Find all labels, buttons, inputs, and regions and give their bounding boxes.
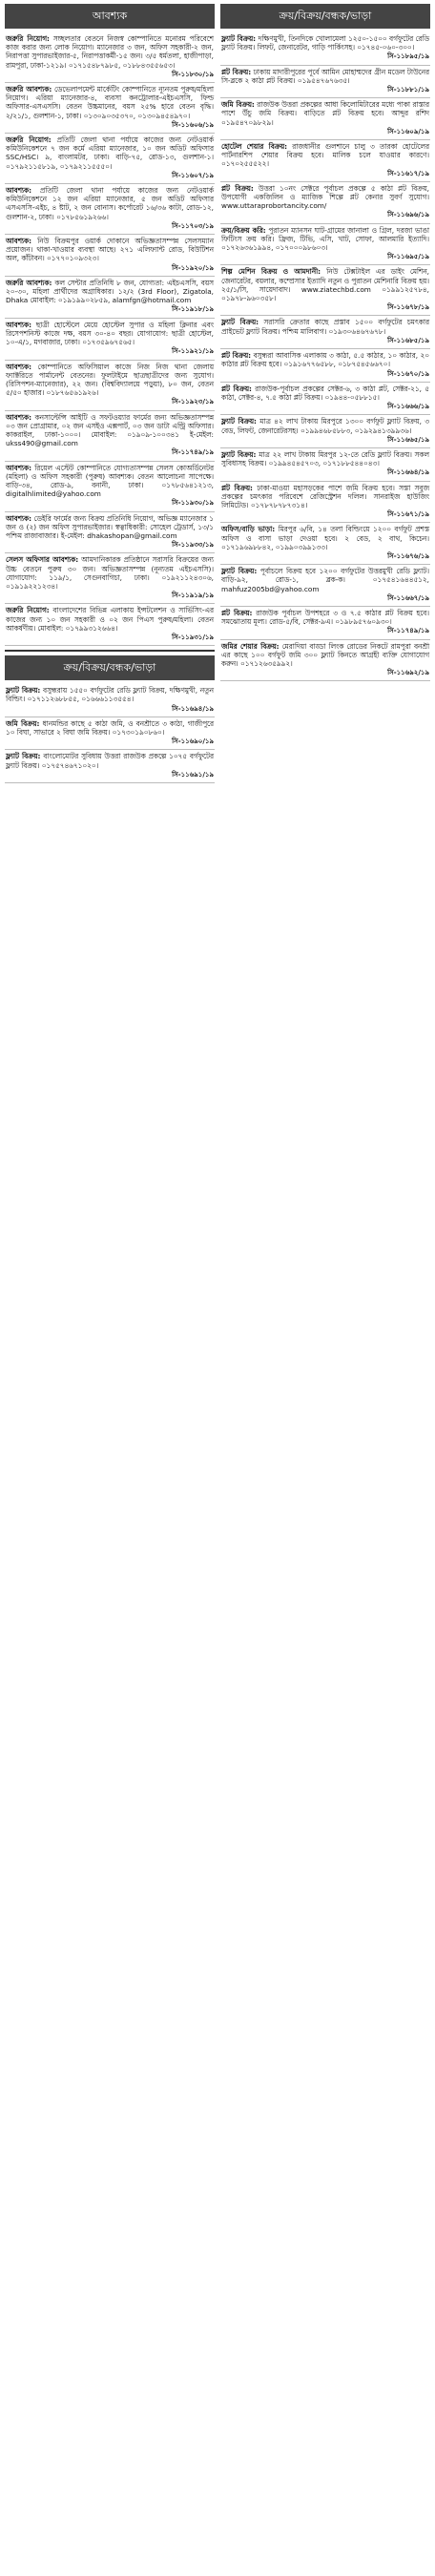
classified-ad (5, 750, 215, 783)
classified-ad (220, 265, 430, 316)
ad-text: প্রতিটি জেলা থানা পর্যায়ে কাজের জন্য নেটওয়ার্ক কমিউনিকেশনে ৭ জন কর্মে এরিয়া ম্যানেজার, ১০ জন অডিট অফিসার SSC/HSC। ৯, বাংলামটর, ঢাকা। বাড়ি-৭৫, রোড-১৩, গুলশান-১। ০১৭৯২১১৫৮১৯, ০১৭৯২১১৫৫৫০। (6, 135, 215, 171)
ad-text: রাজউক উত্তরা প্রকল্পের আধা কিলোমিটারের মধ্যে পাকা রাস্তার পাশে উঁচু জমি বিক্রয়। বাড়িতে প্লট বিক্রয় হবে। আব্দুর রশিদ ০১৯৫৪৭০৯৮২৯। (221, 100, 429, 127)
ad-code: সি-১১৬৮৫/১৯ (387, 336, 429, 344)
ad-code: সি-১১৬০৯/১৯ (387, 127, 429, 135)
ad-text: উত্তরা ১০নং সেক্টরে পূর্বাচল প্রকল্পে ৫ কাঠা প্লট বিক্রয়, উপযোগী একজিলিন ও ম্যাজিক শিল্পে প্লট কেনার সুবর্ণ সুযোগ। www.uttaraprobortancity.com/ (221, 183, 430, 211)
ad-keyword: প্লট বিক্রয়: (221, 351, 252, 361)
ad-code: সি-১১৬৯৬/১৯ (387, 211, 429, 219)
classified-ad (220, 98, 430, 140)
classified-ad (5, 184, 215, 235)
classified-ad (5, 462, 215, 512)
ad-keyword: জমি বিক্রয়: (221, 100, 255, 110)
right-column (220, 4, 430, 2572)
classified-ad (220, 523, 430, 565)
ad-text: বাংলাদেশের বিভিন্ন এলাকায় ইন্সটলেশন ও সার্ভিসিং-এর কাজের জন্য ১০ জন সহকারী ও ০২ জন পিএস পুরুষ/মহিলা। বেতন আকর্ষণীয়। মোবাইল: ০১৭৯৯৩১২৬৬৪। (6, 606, 214, 633)
ad-code: সি-১১৭০৩/১৯ (172, 221, 214, 230)
ad-text: বসুন্ধরা আবাসিক এলাকায় ৩ কাঠা, ৫.৫ কাঠার, ১০ কাঠার, ২০ কাঠার প্লট বিক্রয় হবে। ০১৯১৬৭৭৬৫৮৮, ০১৮৭৫৪৫৬৬৭০। (221, 351, 429, 369)
ad-keyword: প্লট বিক্রয়: (221, 67, 252, 76)
classified-ad (220, 640, 430, 682)
ad-code: সি-১১৬৯০/১৯ (172, 737, 214, 746)
ad-code: সি-১১৬৭৮/১৯ (387, 303, 429, 312)
ad-keyword: আবশ্যক: (6, 237, 32, 246)
classified-ad (5, 512, 215, 554)
classified-ad (5, 411, 215, 462)
classified-ad (5, 134, 215, 184)
ad-text: মিরপুর ৬/বি, ১৪ তলা বিল্ডিংয়ে ১২০০ বর্গফুট প্রশস্ত অফিস ও বাসা ভাড়া দেওয়া হবে। ২ বেড, ২ বাথ, কিচেন। ০১৭১৯৬৯৮৮৪২, ০১৯৯০৩৯৯১৩৩। (221, 525, 430, 551)
ad-keyword: জরুরি আবশ্যক: (6, 278, 52, 287)
ad-code: সি-১১৭৪৯/১৯ (172, 448, 214, 457)
ad-keyword: ফ্ল্যাট বিক্রয়: (221, 318, 259, 327)
ad-text: রাজধানীর গুলশানে চালু ৩ তারকা হোটেলের পার্টনারশিপ শেয়ার বিক্রয় হবে। মালিক চলে যাওয়ার কারণে। ০১৭০২৫৫৫২২। (221, 142, 429, 169)
ad-keyword: ফ্ল্যাট বিক্রয়: (221, 567, 258, 576)
classified-ad (5, 319, 215, 361)
classified-ad (5, 277, 215, 319)
ad-text: পূর্বাচলে বিক্রয় হবে ১২০০ বর্গফুটের উত্তরমুখী রেডি ফ্ল্যাট। বাড়ি-৯২, রোড-১, ব্লক-ক। ০১৭৫৪১৬৪৪৫১২, mahfuz2005bd@yahoo.com (221, 567, 429, 593)
ad-keyword: ক্রয়/বিক্রয় করি: (221, 225, 266, 235)
classified-ad (5, 235, 215, 277)
ad-code: সি-১১৬৯৪/১৯ (172, 704, 214, 713)
ad-keyword: জরুরি নিয়োগ: (6, 135, 52, 145)
ad-keyword: প্লট বিক্রয়: (221, 183, 254, 193)
ad-text: ডেভেলাপমেন্ট মার্কেটিং কোম্পানিতে ন্যূনতম পুরুষ/মহিলা নিয়োগ। এরিয়া ম্যানেজার-৪, ব্যবসা কনট্রোলার-এইচএসসি, ফিল্ড অফিসার-এসএসসি। বেতন উচ্চমানের, বয়স ২৫% হারে বেতন বৃদ্ধি। ২/২১/১, গুলশান-১, ঢাকা। ০১৩০৯০৩৫৩৭০, ০১৩০৯৪৫৪৯৭০। (6, 85, 214, 120)
ad-text: বাংলোমোটর সুবিধায় উত্তরা রাজউক প্রকল্পে ১০৭৫ বর্গফুটের ফ্ল্যাট বিক্রয়। ০১৭৫৭৪৬৭১০২০। (6, 752, 214, 770)
classified-ad (220, 182, 430, 224)
ad-text: দক্ষিণমুখী, তিনদিকে খোলামেলা ১২৫০-১৫০০ বর্গফুটের রেডি ফ্ল্যাট বিক্রয়। লিফট, জেনারেটর, গাড়ি পার্কিংসহ। ০১৭৪৫-০৬০-৩০০। (221, 34, 429, 52)
left-column (5, 4, 215, 2572)
ad-keyword: আবশ্যক: (6, 362, 32, 371)
classified-ad (220, 140, 430, 182)
ad-keyword: ফ্ল্যাট বিক্রয়: (6, 752, 41, 761)
ad-code: সি-১১৬৭৬/১৯ (387, 551, 429, 560)
ad-text: সচ্ছলতার বেতনে নিজস্ব কোম্পানিতে মনোরম পরিবেশে কাজ করার জন্য লোক নিয়োগ। ম্যানেজার ৩ জন, অফিস সহকারী-২ জন, নিরাপত্তা সুপারভাইজার-৫, নিরাপত্তাকর্মী-১৫ জন। ৩/৫ ধর্মতলা, হাজীপাড়া, রামপুরা, ঢাকা-১২১৯। ০১৭১৫৪৮৭৯৮৫, ০১৮৮৪৩৫৫৬৫৩। (6, 34, 214, 70)
ad-keyword: জরুরি নিয়োগ: (6, 606, 50, 615)
section-header-buy-sell: ক্রয়/বিক্রয়/বন্ধক/ভাড়া (5, 655, 215, 680)
ad-keyword: আবশ্যক: (6, 412, 32, 422)
ad-text: ঢাকা-মাওয়া মহাসড়কের পাশে জমি বিক্রয় হবে। সস্তা সবুজ প্রকল্পের চমৎকার পরিবেশে রেজিস্ট্রেশন দলিল। সানরাইজ হাউজিং লিমিটেড। ০১৭৮৭৮৭৮৭৩১৪। (221, 483, 429, 509)
classified-ad (220, 224, 430, 266)
ad-keyword: অফিস/বাড়ি ভাড়া: (221, 525, 276, 534)
ad-keyword: সেলস অফিসার আবশ্যক: (6, 555, 79, 565)
classified-ad (220, 565, 430, 607)
ad-keyword: জরুরি আবশ্যক: (6, 85, 52, 94)
ad-text: ঢাকায় মাদারীপুরের পূর্বে আমিন মোহাম্মদের গ্রীন মডেল টাউনের সি-ব্লকে ২ কাঠা প্লট বিক্রয়। ০১৯৫৪৭৬৭৬৩৫। (221, 67, 429, 85)
classified-ad (220, 349, 430, 383)
classified-ad (5, 83, 215, 134)
ad-keyword: আবশ্যক: (6, 463, 32, 472)
ad-text: পুরাতন ম্যানসন ঘাট-গ্রামের জানালা ও গ্রিল, দরজা ভাঙা ফিটিংস ক্রয় করি। ফ্রিজ, টিভি, এসি, খাট, সোফা, আলমারি ইত্যাদি। ০১৭২৬৩৬১৯৯৪, ০১৭০০০৯৮৬০৩। (221, 225, 429, 253)
ad-code: সি-১১৯৩০/১৯ (172, 499, 214, 508)
column-filler (5, 783, 215, 2572)
ad-code: সি-১১৬৯২/১৯ (387, 669, 429, 677)
ad-keyword: আবশ্যক: (6, 320, 32, 329)
ad-keyword: প্লট বিক্রয়: (221, 483, 253, 492)
ad-code: সি-১১৯৩৩/১৯ (172, 541, 214, 550)
column-filler (220, 681, 430, 2572)
ad-text: ছাত্রী হোস্টেলে মেয়ে হোস্টেল সুপার ও মহিলা ক্লিনার এবং রিসেপশনিস্ট কাজে দক্ষ, বয়স ৩০-৪০ বছর। যোগাযোগ: ছাত্রী হোস্টেল, ১০-এ/১, মগবাজার, ঢাকা। ০১৭৩৫৯৬৭৫৬৫। (6, 320, 214, 347)
ad-code: সি-১১৬৬৭/১৯ (387, 593, 429, 602)
ad-code: সি-১১৭৪৯/১৯ (387, 627, 429, 635)
classified-ad (220, 482, 430, 524)
ad-text: আমদানিকারক প্রতিষ্ঠানে সরাসরি বিক্রয়ের জন্য উচ্চ বেতনে পুরুষ ৩০ জন। অভিজ্ঞতাসম্পন্ন (নূন্যতম এইচএসসি)। যোগাযোগ: ১১৯/১, সেগুনবাগিচা, ঢাকা। ০১৯২১১২৪৩০৬, ০১৯১৯২২১২৩৪। (6, 555, 214, 591)
ad-text: নিউ বিক্রমপুর ওয়ার্ক দোকানে অভিজ্ঞতাসম্পন্ন সেলসম্যান প্রয়োজন। থাকা-খাওয়ার ব্যবস্থা আছে। ২৭১ এলিফ্যান্ট রোড, বিউটিশন অল, কাঁটাবন। ০১৭৭০১০৯৩২৩। (6, 237, 214, 263)
ad-code: সি-১১৬০৭/১৯ (172, 171, 214, 179)
classified-ad (220, 32, 430, 66)
section-divider (5, 650, 215, 652)
buy-sell-ads-list-right (220, 32, 430, 681)
ad-code: সি-১১৮৯৫/১৯ (387, 52, 429, 61)
ad-text: রাজউক পূর্বাচল উপশহরে ৩ ও ৭.৫ কাঠার প্লট বিক্রয় হবে। সমঝোতায় মূল্য। রোড-৫/বি, সেক্টর-৯এ। ০১৯৮৯৫৭৬০৯৩০। (221, 608, 429, 627)
ad-keyword: প্লট বিক্রয়: (221, 384, 252, 393)
ad-keyword: ফ্ল্যাট বিক্রয়: (221, 34, 257, 43)
classified-ad (220, 415, 430, 448)
ad-code: সি-১১৬০৬/১৯ (172, 120, 214, 129)
ad-code: সি-১১৬৬৫/১৯ (387, 435, 429, 444)
classified-ad (5, 684, 215, 717)
ad-keyword: আবশ্যক: (6, 513, 32, 523)
classified-ad (5, 717, 215, 751)
ad-text: প্রতিটি জেলা থানা পর্যায়ে কাজের জন্য নেটওয়ার্ক কমিউনিকেশনে ১২ জন এরিয়া ম্যানেজার, ৫ জন অডিট অফিসার এসএসসি-এইচ, ৪ ষ্টাট, ২ জন বোনাস। কর্পোরেট ১৬/৩৬ কাটা, রোড-১২, গুলশান-২, ঢাকা। ০১৭৮৫৬১৯২৬৬। (6, 186, 214, 221)
classified-ad (5, 32, 215, 83)
buy-sell-ads-list-left (5, 684, 215, 783)
ad-keyword: জমির শেয়ার বিক্রয়: (221, 641, 280, 651)
ad-keyword: হোটেল শেয়ার বিক্রয়: (221, 142, 288, 152)
ad-keyword: প্লট বিক্রয়: (221, 608, 253, 617)
classified-ad (5, 361, 215, 411)
ad-code: সি-১১৬৯১/১৯ (172, 770, 214, 779)
ad-text: ডেইরি ফার্মের জন্য বিক্রয় প্রতিনিধি নিয়োগ, অভিজ্ঞ ম্যানেজার ১ জন ও (২) জন অফিস সুপারভাইজার। স্বত্বাধিকারী: সোহেল ট্রেডার্স, ১৩/১ পশ্চিম রাজাবাজার। ই-মেইল: dhakashopan@gmail.com (6, 513, 214, 540)
classified-ad (220, 383, 430, 416)
classified-ad (220, 316, 430, 349)
ad-text: কোম্পানিতে অফিসিয়াল কাজে নিজ নিজ থানা জেলায় ফ্যাক্টরিতে পার্মানেন্ট বেতনের। ফুলটাইমে ছাত্রছাত্রীদের জন্য সুযোগ। (রিসিপশন-ম্যানেজার), ২২ জন। (বিশ্ববিদ্যালয়ে পড়ুয়া), ৮০ জন, বেতন ৫/৫০ হাজার। ০১৮৭৬৫৬১৯২৬। (6, 362, 214, 398)
ad-keyword: ফ্ল্যাট বিক্রয়: (221, 417, 257, 426)
ad-keyword: জরুরি নিয়োগ: (6, 34, 50, 43)
ad-text: মাত্র ৪২ লাখ টাকায় মিরপুরে ১৩০০ বর্গফুট ফ্ল্যাট বিক্রয়, ৩ বেড, লিফট, জেনারেটরসহ। ০১৯৯৪৬৮৫৮৮৩, ০১৯২৯৪১৩৯৯৩৬। (221, 417, 429, 435)
ad-keyword: জমি বিক্রয়: (6, 718, 40, 728)
ad-keyword: আবশ্যক: (6, 186, 32, 196)
ad-code: সি-১১৬১৭/১৯ (387, 169, 429, 177)
ad-text: রাজউক-পূর্বাচল প্রকল্পের সেক্টর-৬, ৩ কাঠা প্লট, সেক্টর-২১, ৫ কাঠা, সেক্টর-৪, ৭.৫ কাঠা প্লট বিক্রয়। ০১৯৪৪-০৫৮৮১৫। (221, 384, 429, 402)
classified-ad (220, 66, 430, 99)
ad-code: সি-১১৬৬৪/১৯ (387, 468, 429, 477)
ad-code: সি-১১৯১৯/১৯ (172, 592, 214, 600)
classified-ad (5, 553, 215, 604)
ad-code: সি-১১৬৬৬/১৯ (387, 403, 429, 411)
ad-text: কনসাল্টেন্সি আইটি ও সফটওয়্যার ফার্মের জন্য অভিজ্ঞতাসম্পন্ন ০৩ জন প্রোগ্রামার, ০২ জন এসইও এক্সপার্ট, ০৩ জন ডাটা এন্ট্রি অফিসার। কাকরাইল, ঢাকা-১০০০। মোবাইল: ০১৯০৯-১০০৩৪১ ই-মেইল: ukss490@gmail.com (6, 412, 214, 448)
section-header-wanted: আবশ্যক (5, 4, 215, 29)
ad-code: সি-১১৬৭১/১৯ (387, 510, 429, 519)
ad-code: সি-১১৯৩১/১৯ (172, 633, 214, 641)
ad-keyword: ফ্ল্যাট বিক্রয়: (221, 449, 257, 459)
ad-text: বসুন্ধরায় ১৫৫০ বর্গফুটের রেডি ফ্ল্যাট বিক্রয়, দক্ষিণমুখী, নতুন বিল্ডিং। ০১৭১১২৬৮৮৫৫, ০১৬৬৬১১৩৫৫৪। (6, 686, 214, 704)
ad-keyword: শিল্প মেশিন বিক্রয় ও আমদানী: (221, 267, 321, 277)
ad-code: সি-১১৯২৩/১৯ (172, 398, 214, 406)
classified-ad (5, 604, 215, 646)
ad-text: নিউ টেক্সটাইল এর ডাইং মেশিন, জেনারেটর, বয়লার, কম্প্রেসার ইত্যাদি নতুন ও পুরাতন মেশিনারি বিক্রয় হয়। ২৫/১/সি, সায়েদাবাদ। www.ziatechbd.com ০১৯৯১২৫৭৮৪, ০১৯৭৮-৯৬০৩৫৮। (221, 267, 429, 303)
ad-text: মেরাদিয়া বাড্ডা লিংক রোডের নিকটে রামপুরা বনশ্রী এর কাছে ১০০ বর্গফুট জমি ৩০০ ফ্ল্যাট কিনতে আগ্রহী ব্যক্তি যোগাযোগ করুন। ০১৭১২৬৩৫৯৯২। (221, 641, 429, 668)
ad-text: রিয়েল এস্টেট কোম্পানিতে যোগ্যতাসম্পন্ন সেলস কোঅর্ডিনেটর (মহিলা) ও অফিস সহকারী (পুরুষ) আবশ্যক। বেতন আলোচনা সাপেক্ষে। বাড়ি-৩৪, রোড-৯, বনানী, ঢাকা। ০১৭৮৫৬৪১২১৩, digitalhlimited@yahoo.com (6, 463, 214, 499)
ad-keyword: ফ্ল্যাট বিক্রয়: (6, 686, 41, 696)
ad-code: সি-১১৮৮১/১৯ (387, 86, 429, 94)
ad-text: কল সেন্টার প্রতিনিধি ৮ জন, যোগ্যতা: এইচএসসি, বয়স ২০-৩০, মহিলা প্রার্থীদের অগ্রাধিকার। ১২/২ (3rd Floor), Zigatola, Dhaka মোবাইল: ০১৯১৯৯০২৮৫৯, alamfgn@hotmail.com (6, 278, 214, 305)
ad-code: সি-১১৯১৮/১৯ (172, 305, 214, 314)
ad-code: সি-১১৬৭০/১৯ (387, 369, 429, 378)
ad-text: সরাসরি ক্রেতার কাছে প্রস্তাব ১৫০০ বর্গফুটের চমৎকার প্রাইভেট ফ্ল্যাট বিক্রয়। পশ্চিম মালিবাগ। ০১৯৩০৬৪৬৭৬৭৮। (221, 318, 429, 336)
ad-code: সি-১১৬৯৫/১৯ (387, 253, 429, 261)
ad-code: সি-১১৯২১/১৯ (172, 347, 214, 356)
section-header-buy-sell-right: ক্রয়/বিক্রয়/বন্ধক/ভাড়া (220, 4, 430, 29)
ad-text: ধানমন্ডির কাছে ৫ কাঠা জমি, ও বনশ্রীতে ৩ কাঠা, গাজীপুরে ১০ বিঘা, সাভারে ২ বিঘা জমি বিক্রয়। ০১৭৩০১৯০৮৬০। (6, 718, 214, 737)
ad-code: সি-১১৮৩০/১৯ (172, 70, 214, 78)
wanted-ads-list (5, 32, 215, 646)
classified-ad (220, 448, 430, 482)
ad-text: মাত্র ২২ লাখ টাকায় মিরপুর ১২-তে রেডি ফ্ল্যাট বিক্রয়। সকল সুবিধাসহ বিক্রয়। ০১৯৯৪৫৪৫৭০৩, ০১৭১৮৮৫৪৪০৪৩। (221, 449, 429, 468)
ad-code: সি-১১৯২০/১৯ (172, 263, 214, 272)
classified-ad (220, 607, 430, 640)
